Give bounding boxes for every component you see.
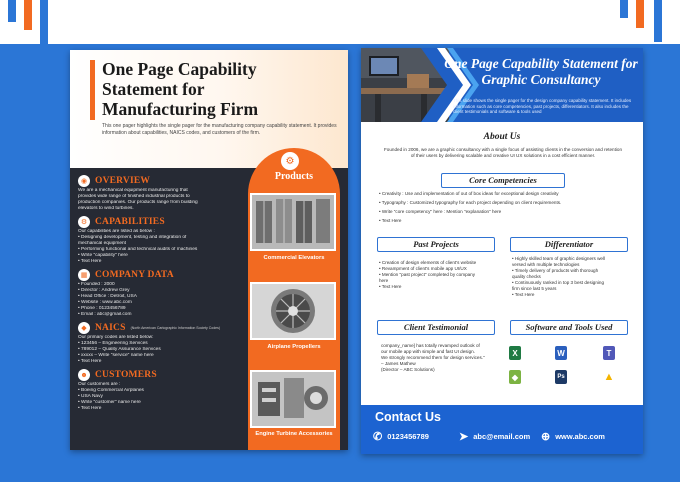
propeller-illustration: [252, 284, 334, 338]
section-heading: CUSTOMERS: [95, 370, 157, 380]
client-testimonial-heading: Client Testimonial: [377, 320, 495, 335]
text-line: our mobile app with simple and fast UI design.: [381, 349, 475, 354]
text-line: provides wide range of finished industrial products to: [78, 194, 190, 199]
excel-icon: X: [509, 346, 521, 360]
section-body: [78, 335, 246, 365]
globe-icon: ⊕: [541, 431, 551, 443]
contact-website: [541, 430, 605, 443]
list-item: • Write "core competency" here : Mention "explanation" here: [379, 209, 502, 214]
section-body: [78, 282, 246, 318]
list-item: • Text Here: [512, 292, 535, 297]
text-line: production companies. Our products range from building: [78, 200, 198, 205]
list-item: versed with multiple technologies: [512, 262, 580, 267]
deco-stripe: [40, 0, 48, 45]
elevator-image: [250, 193, 336, 251]
pin-icon: ◆: [78, 322, 90, 334]
deco-stripe: [24, 0, 32, 30]
text-line: • Boeing Commercial Airplanes: [78, 388, 144, 393]
phone-text: 0123456789: [387, 432, 429, 441]
elevator-illustration: [252, 195, 334, 249]
deco-stripe: [620, 0, 628, 18]
text-line: Our primary codes are listed below:: [78, 335, 154, 340]
deco-stripe: [8, 0, 16, 22]
text-line: • Founded : 2000: [78, 282, 115, 287]
past-projects-list: [379, 260, 499, 290]
text-line: • Director : Andrew Grey: [78, 288, 130, 293]
text-line: elevators to wind turbines.: [78, 206, 134, 211]
products-title: Products: [274, 171, 314, 182]
text-line: – James Mathew: [381, 361, 416, 366]
list-item: • Creativity : Use and implementation of out of box ideas for exceptional design creativity: [379, 191, 559, 196]
section-heading: COMPANY DATA: [95, 270, 174, 280]
doc-title: One Page Capability Statement for Manufacturing Firm: [102, 59, 259, 119]
deco-stripe: [636, 0, 644, 28]
text-line: • xxxxx – Write "service" name here: [78, 353, 154, 358]
products-icon: ⚙: [281, 152, 299, 170]
contact-phone: [373, 430, 429, 443]
phone-icon: ✆: [373, 431, 383, 443]
differentiator-list: [512, 256, 634, 298]
list-item: • Typography : Customized typography for each project depending on client requirements.: [379, 200, 562, 205]
list-item: firm since last 5 years: [512, 286, 557, 291]
text-line: • Phone : 0123456789: [78, 306, 126, 311]
contact-email: [459, 430, 530, 443]
text-line: • Text Here: [78, 359, 102, 364]
list-item: • Mention "past project" completed by company: [379, 272, 476, 277]
naics-note: (North American Cartographic Information Society Codes): [130, 326, 221, 330]
text-line: • Designing development, testing and integration of: [78, 235, 187, 240]
send-icon: ➤: [459, 431, 469, 443]
text-line: mechanical equipment: [78, 241, 126, 246]
section-naics-header: [78, 322, 246, 334]
list-item: • Creation of design elements of client's website: [379, 260, 477, 265]
text-line: • 123456 – Engineering Services: [78, 341, 148, 346]
list-item: • Revampment of client's mobile app UI/UX: [379, 266, 467, 271]
contact-heading: Contact Us: [375, 410, 441, 424]
section-body: [78, 188, 246, 212]
list-item: • Highly skilled team of graphic designers well: [512, 256, 606, 261]
about-heading: About Us: [483, 132, 521, 142]
text-line: • Text Here: [78, 259, 102, 264]
gear-icon: ⚙: [78, 216, 90, 228]
eye-icon: ◉: [78, 175, 90, 187]
list-item: • Text Here: [379, 284, 402, 289]
text-line: • 789012 – Quality Assurance Services: [78, 347, 161, 352]
text-line: Our capabilities are listed as below :: [78, 229, 155, 234]
about-text: Founded in 2006, we are a graphic consultancy with a single focus of assisting clients in the conversion and retention of their users by delivering scalable and creative UI UX solutions in a cost efficient manner.: [384, 147, 622, 158]
sections-column: [78, 174, 246, 416]
section-body: [78, 382, 246, 412]
text-line: We are a mechanical equipment manufacturing that: [78, 188, 188, 193]
list-item: here: [379, 278, 389, 283]
doc-subtitle: This one pager highlights the single pager for the manufacturing company capability statement. It provides information about capabilities, NAICS codes, and customers of the firm.: [102, 123, 337, 136]
text-line: • Head Office : Detroit, USA: [78, 294, 137, 299]
text-line: • Write "customer" name here: [78, 400, 141, 405]
differentiator-heading: Differentiator: [510, 237, 628, 252]
testimonial-text: [381, 343, 499, 373]
core-competencies-list: [379, 191, 629, 224]
word-icon: W: [555, 346, 567, 360]
product-label: Engine Turbine Accessories: [255, 431, 333, 437]
section-body: [78, 229, 246, 265]
doc-title: One Page Capability Statement for Graphic Consultancy: [444, 56, 638, 87]
text-line: We strongly recommend them for design services.": [381, 355, 485, 360]
core-competencies-heading: Core Competencies: [441, 173, 565, 188]
text-line: • Performing functional and technical audits of machines: [78, 247, 198, 252]
graphic-consultancy-capability-statement: [361, 48, 643, 454]
list-item: • Text Here: [379, 218, 402, 223]
text-line: • USA Navy: [78, 394, 103, 399]
list-item: • Continuously ranked in top 3 best designing: [512, 280, 605, 285]
turbine-illustration: [252, 372, 334, 426]
list-item: • Timely delivery of products with thorough: [512, 268, 599, 273]
text-line: Our customers are :: [78, 382, 121, 387]
turbine-image: [250, 370, 336, 428]
manufacturing-capability-statement: [70, 50, 348, 450]
text-line: • Email : abc@gmail.com: [78, 312, 132, 317]
list-item: quality checks: [512, 274, 541, 279]
section-customers-header: [78, 369, 246, 381]
section-heading: NAICS: [95, 323, 126, 333]
section-company-data-header: [78, 269, 246, 281]
background-top: [0, 0, 680, 44]
section-capabilities-header: [78, 216, 246, 228]
product-label: Airplane Propellers: [267, 344, 321, 350]
section-heading: OVERVIEW: [95, 176, 151, 186]
website-text: www.abc.com: [555, 432, 605, 441]
text-line: company_name] has totally revamped outlook of: [381, 343, 480, 348]
doc-subtitle: This slide shows the single pager for the design company capability statement. It includes information such as core competencies, past projects, differentiators. It also includes the client testimonials and software & tools used: [453, 98, 632, 114]
product-label: Commercial Elevators: [263, 255, 325, 261]
google-drive-icon: ▲: [603, 371, 615, 383]
text-line: • Website : www.abc.com: [78, 300, 132, 305]
title-accent-bar: [90, 60, 95, 120]
deco-stripe: [654, 0, 662, 42]
text-line: (Director – ABC Solutions): [381, 367, 435, 372]
section-overview-header: [78, 175, 246, 187]
building-icon: ▦: [78, 269, 90, 281]
section-heading: CAPABILITIES: [95, 217, 165, 227]
software-tools-heading: Software and Tools Used: [510, 320, 628, 335]
email-text: abc@email.com: [473, 432, 531, 441]
text-line: • Text Here: [78, 406, 102, 411]
text-line: • Write "capability" here: [78, 253, 128, 258]
teams-icon: T: [603, 346, 615, 360]
past-projects-heading: Past Projects: [377, 237, 495, 252]
photoshop-icon: Ps: [555, 370, 567, 384]
users-icon: ☻: [78, 369, 90, 381]
android-icon: ◆: [509, 370, 521, 384]
propeller-image: [250, 282, 336, 340]
